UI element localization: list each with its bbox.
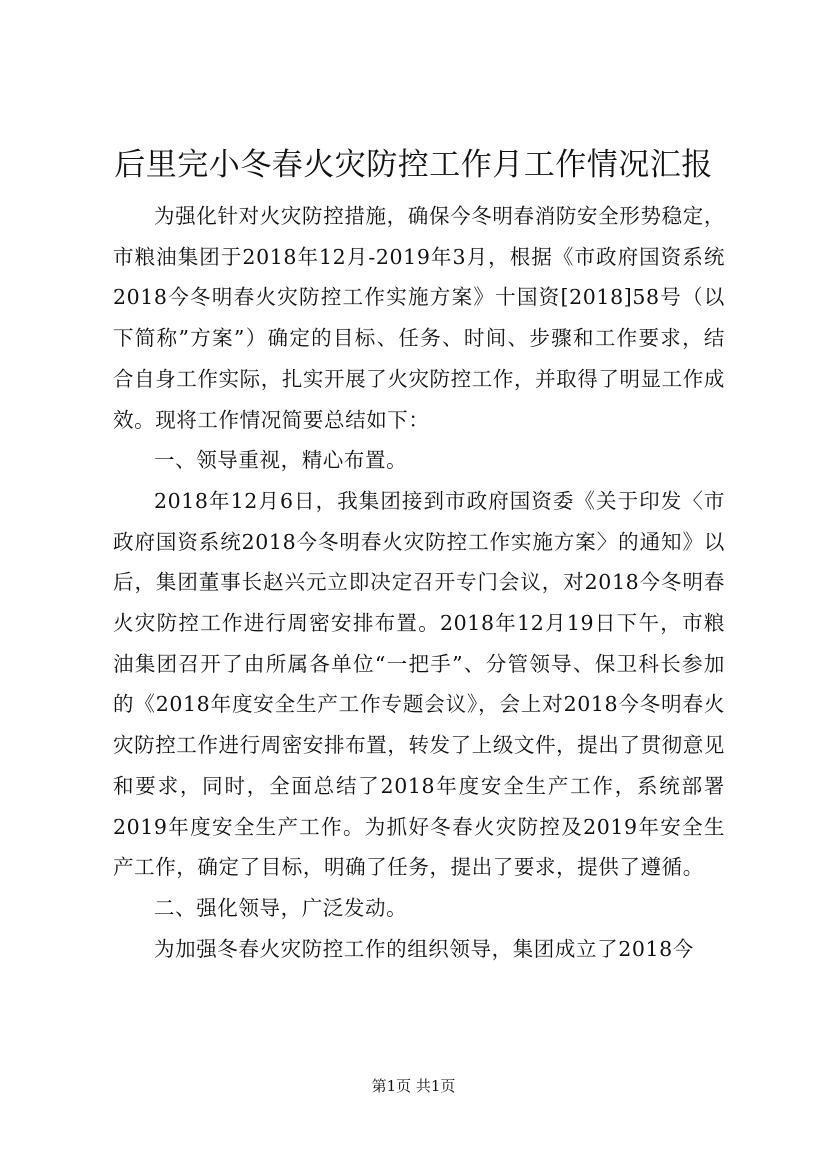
page-footer: 第1页 共1页 (371, 1077, 456, 1095)
paragraph-section-2: 为加强冬春火灾防控工作的组织领导，集团成立了2018今 (154, 936, 694, 961)
document-title: 后里完小冬春火灾防控工作月工作情况汇报 (114, 147, 713, 183)
paragraph-intro: 为强化针对火灾防控措施，确保今冬明春消防安全形势稳定，市粮油集团于2018年12月-2019年3月，根据《市政府国资系统2018今冬明春火灾防控工作实施方案》十国资[2018]58号（以下简称”方案”）确定的目标、任务、时间、步骤和工作要求，结合自身工作实际，扎实开展了火灾防控工作，并取得了明显工作成效。现将工作情况简要总结如下： (113, 204, 725, 432)
document-body (113, 196, 725, 969)
paragraph-section-1: 2018年12月6日，我集团接到市政府国资委《关于印发〈市政府国资系统2018今冬明春火灾防控工作实施方案〉的通知》以后，集团董事长赵兴元立即决定召开专门会议，对2018今冬明春火灾防控工作进行周密安排布置。2018年12月19日下午，市粮油集团召开了由所属各单位“一把手”、分管领导、保卫科长参加的《2018年度安全生产工作专题会议》，会上对2018今冬明春火灾防控工作进行周密安排布置，转发了上级文件，提出了贯彻意见和要求，同时，全面总结了2018年度安全生产工作，系统部署2019年度安全生产工作。为抓好冬春火灾防控及2019年安全生产工作，确定了目标，明确了任务，提出了要求，提供了遵循。 (113, 488, 725, 880)
section-heading-2: 二、强化领导，广泛发动。 (154, 895, 408, 920)
section-heading-1: 一、领导重视，精心布置。 (154, 448, 408, 473)
